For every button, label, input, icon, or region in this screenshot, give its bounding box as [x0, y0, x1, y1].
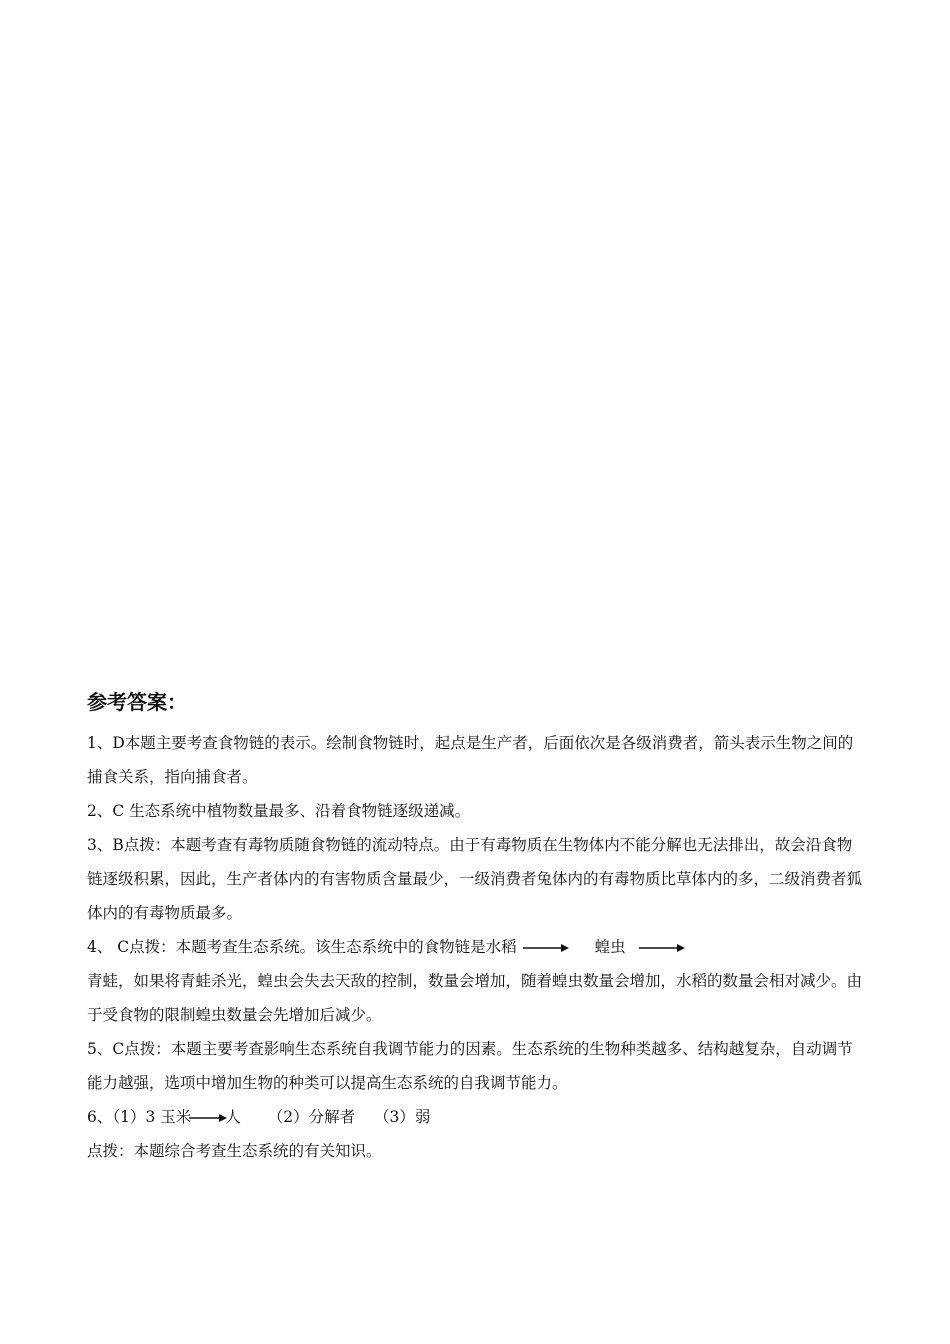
answer-section [87, 686, 867, 1168]
answer-6-person: 人 [225, 1108, 241, 1126]
answer-3: 3、B点拨：本题考查有毒物质随食物链的流动特点。由于有毒物质在生物体内不能分解也无法排出，故会沿食物链逐级积累，因此，生产者体内的有害物质含量最少，一级消费者兔体内的有毒物质比草体内的多，二级消费者狐体内的有毒物质最多。 [87, 836, 863, 922]
answer-6-part3: （3）弱 [374, 1108, 431, 1126]
answer-4-locust: 蝗虫 [594, 938, 626, 956]
answer-5: 5、C点拨：本题主要考查影响生态系统自我调节能力的因素。生态系统的生物种类越多、结构越复杂，自动调节能力越强，选项中增加生物的种类可以提高生态系统的自我调节能力。 [87, 1040, 853, 1092]
arrow-right-icon [523, 943, 569, 953]
answer-6-note: 点拨：本题综合考查生态系统的有关知识。 [87, 1142, 382, 1160]
answer-heading: 参考答案： [87, 690, 187, 714]
answer-4 [87, 930, 867, 1032]
answer-6-part2: （2）分解者 [267, 1108, 356, 1126]
arrow-right-icon [632, 943, 692, 953]
answer-6-prefix: 6、（1）3 玉米 [87, 1108, 192, 1126]
answer-6 [87, 1100, 867, 1134]
answer-4-rest: 青蛙，如果将青蛙杀光，蝗虫会失去天敌的控制，数量会增加，随着蝗虫数量会增加，水稻的数量会相对减少。由于受食物的限制蝗虫数量会先增加后减少。 [87, 972, 863, 1024]
arrow-right-icon [189, 1113, 227, 1123]
answer-4-prefix: 4、 C点拨：本题考查生态系统。该生态系统中的食物链是水稻 [87, 938, 517, 956]
answer-2: 2、C 生态系统中植物数量最多、沿着食物链逐级递减。 [87, 802, 471, 820]
answer-1: 1、D本题主要考查食物链的表示。绘制食物链时，起点是生产者，后面依次是各级消费者，箭头表示生物之间的捕食关系，指向捕食者。 [87, 734, 854, 786]
